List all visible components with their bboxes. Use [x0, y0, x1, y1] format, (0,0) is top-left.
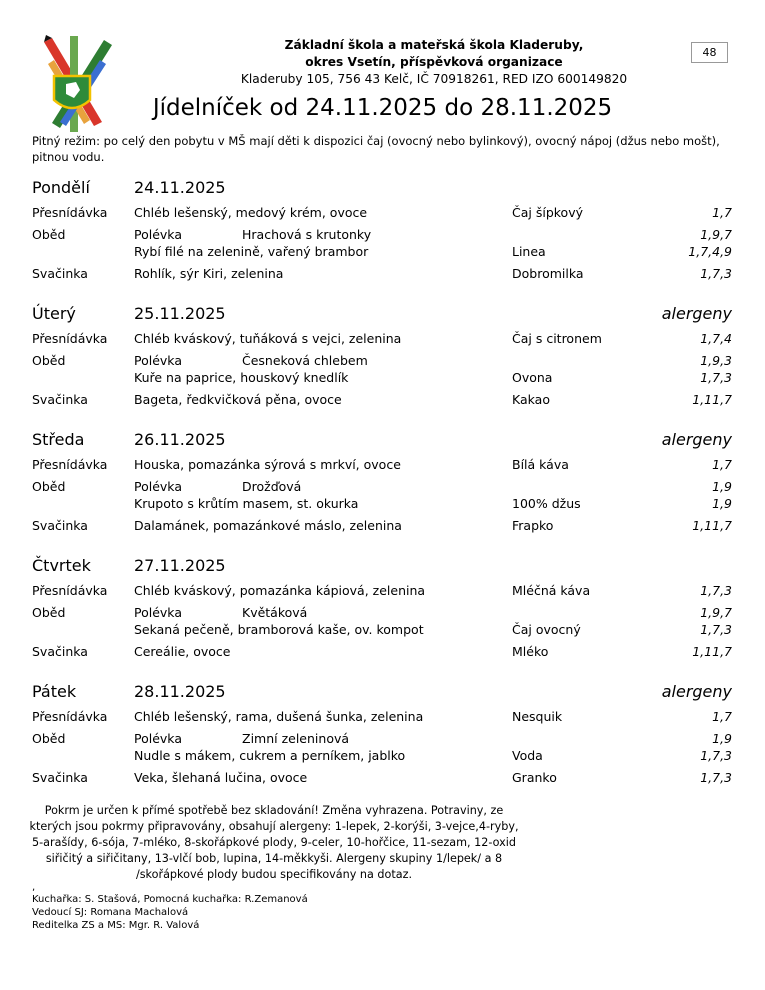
- allergen-codes: 1,11,7: [692, 644, 732, 659]
- drink-text: Bílá káva: [512, 457, 569, 472]
- allergen-codes: 1,7,3: [700, 266, 732, 281]
- soup-text: Květáková: [242, 605, 308, 620]
- meal-label: Svačinka: [32, 518, 88, 533]
- main-course-row: [0, 370, 765, 388]
- allergen-codes: 1,7,3: [700, 770, 732, 785]
- meal-label: Svačinka: [32, 770, 88, 785]
- allergen-codes: 1,9: [712, 496, 732, 511]
- meal-label: Přesnídávka: [32, 709, 108, 724]
- school-name-line1: Základní škola a mateřská škola Kladeruby,: [284, 38, 584, 52]
- page-number: 48: [691, 42, 728, 63]
- drink-text: Mléčná káva: [512, 583, 591, 598]
- snack-pm-row: [0, 644, 765, 662]
- main-course-row: [0, 496, 765, 514]
- allergen-codes: 1,7: [712, 205, 732, 220]
- meal-text: Houska, pomazánka sýrová s mrkví, ovoce: [134, 457, 401, 472]
- meal-text: Sekaná pečeně, bramborová kaše, ov. kompot: [134, 622, 424, 637]
- footer-mark: ,: [32, 882, 36, 893]
- day-date: 24.11.2025: [134, 178, 226, 197]
- soup-text: Česneková chlebem: [242, 353, 368, 368]
- meal-text: Veka, šlehaná lučina, ovoce: [134, 770, 308, 785]
- meal-text: Dalamánek, pomazánkové máslo, zelenina: [134, 518, 402, 533]
- day-name: Pátek: [32, 682, 77, 701]
- main-course-row: [0, 244, 765, 262]
- snack-am-row: [0, 583, 765, 601]
- soup-label: Polévka: [134, 479, 182, 494]
- allergen-codes: 1,7,3: [700, 748, 732, 763]
- director-line: Reditelka ZS a MS: Mgr. R. Valová: [32, 920, 200, 931]
- page-title: Jídelníček od 24.11.2025 do 28.11.2025: [152, 95, 613, 121]
- drink-text: Čaj šípkový: [512, 205, 583, 220]
- allergens-header: alergeny: [661, 682, 732, 701]
- allergen-codes: 1,7,3: [700, 370, 732, 385]
- meal-text: Chléb kváskový, tuňáková s vejci, zelenina: [134, 331, 402, 346]
- soup-row: [0, 353, 765, 371]
- meal-label: Přesnídávka: [32, 205, 108, 220]
- drink-text: Nesquik: [512, 709, 563, 724]
- meal-label: Přesnídávka: [32, 583, 108, 598]
- allergen-codes: 1,11,7: [692, 392, 732, 407]
- school-address: Kladeruby 105, 756 43 Kelč, IČ 70918261, RED IZO 600149820: [240, 72, 628, 86]
- drink-text: Granko: [512, 770, 557, 785]
- allergen-codes: 1,7,3: [700, 583, 732, 598]
- soup-label: Polévka: [134, 605, 182, 620]
- meal-text: Nudle s mákem, cukrem a perníkem, jablko: [134, 748, 406, 763]
- soup-text: Zimní zeleninová: [242, 731, 350, 746]
- drink-regime-note: Pitný režim: po celý den pobytu v MŠ mají děti k dispozici čaj (ovocný nebo bylinkový), ovocný nápoj (džus nebo mošt), pitnou vodu.: [32, 134, 720, 164]
- snack-am-row: [0, 331, 765, 349]
- allergen-codes: 1,7,4: [700, 331, 732, 346]
- meal-label: Svačinka: [32, 266, 88, 281]
- allergen-note: Pokrm je určen k přímé spotřebě bez skladování! Změna vyhrazena. Potraviny, ze kterých jsou pokrmy připravovány, obsahují alergeny: 1-lepek, 2-korýši, 3-vejce,4-ryby, 5-arašídy, 6-sója, 7-mléko, 8-skořápkové plody, 9-celer, 10-hořčice, 11-sezam, 12-oxid siřičitý a siřičitany, 13-vlčí bob, lupina, 14-měkkyši. Alergeny skupiny 1/lepek/ a 8 /skořápkové plody budou specifikovány na dotaz.: [29, 804, 519, 881]
- snack-am-row: [0, 457, 765, 475]
- soup-label: Polévka: [134, 353, 182, 368]
- allergen-codes: 1,9: [712, 479, 732, 494]
- meal-label: Přesnídávka: [32, 331, 108, 346]
- soup-text: Drožďová: [242, 479, 302, 494]
- manager-line: Vedoucí SJ: Romana Machalová: [32, 907, 189, 918]
- snack-pm-row: [0, 518, 765, 536]
- school-name-line2: okres Vsetín, příspěvková organizace: [305, 55, 563, 69]
- allergens-header: alergeny: [661, 430, 732, 449]
- meal-text: Rybí filé na zelenině, vařený brambor: [134, 244, 369, 259]
- meal-text: Chléb lešenský, rama, dušená šunka, zelenina: [134, 709, 424, 724]
- day-name: Středa: [32, 430, 85, 449]
- drink-text: Kakao: [512, 392, 550, 407]
- day-name: Čtvrtek: [32, 556, 91, 575]
- main-course-row: [0, 748, 765, 766]
- cooks-line: Kuchařka: S. Stašová, Pomocná kuchařka: R.Zemanová: [32, 894, 308, 905]
- day-date: 27.11.2025: [134, 556, 226, 575]
- snack-am-row: [0, 709, 765, 727]
- day-name: Pondělí: [32, 178, 90, 197]
- allergen-codes: 1,9,7: [700, 227, 732, 242]
- drink-text: Dobromilka: [512, 266, 584, 281]
- snack-am-row: [0, 205, 765, 223]
- drink-text: Mléko: [512, 644, 549, 659]
- allergen-codes: 1,9: [712, 731, 732, 746]
- drink-text: Ovona: [512, 370, 553, 385]
- meal-text: Bageta, ředkvičková pěna, ovoce: [134, 392, 342, 407]
- soup-row: [0, 479, 765, 497]
- allergen-codes: 1,7: [712, 457, 732, 472]
- soup-label: Polévka: [134, 731, 182, 746]
- meal-text: Rohlík, sýr Kiri, zelenina: [134, 266, 284, 281]
- meal-label: Svačinka: [32, 392, 88, 407]
- meal-text: Cereálie, ovoce: [134, 644, 231, 659]
- soup-row: [0, 605, 765, 623]
- main-course-row: [0, 622, 765, 640]
- drink-text: Voda: [512, 748, 543, 763]
- meal-text: Krupoto s krůtím masem, st. okurka: [134, 496, 359, 511]
- drink-text: Čaj s citronem: [512, 331, 602, 346]
- meal-label: Oběd: [32, 479, 66, 494]
- day-date: 28.11.2025: [134, 682, 226, 701]
- allergen-codes: 1,7,3: [700, 622, 732, 637]
- meal-label: Přesnídávka: [32, 457, 108, 472]
- meal-label: Oběd: [32, 353, 66, 368]
- snack-pm-row: [0, 266, 765, 284]
- day-name: Úterý: [32, 304, 76, 323]
- snack-pm-row: [0, 770, 765, 788]
- allergen-codes: 1,11,7: [692, 518, 732, 533]
- snack-pm-row: [0, 392, 765, 410]
- day-date: 26.11.2025: [134, 430, 226, 449]
- allergens-header: alergeny: [661, 304, 732, 323]
- meal-label: Oběd: [32, 731, 66, 746]
- allergen-codes: 1,7,4,9: [688, 244, 732, 259]
- soup-row: [0, 731, 765, 749]
- meal-label: Oběd: [32, 605, 66, 620]
- meal-text: Chléb lešenský, medový krém, ovoce: [134, 205, 368, 220]
- drink-text: 100% džus: [512, 496, 581, 511]
- allergen-codes: 1,7: [712, 709, 732, 724]
- allergen-codes: 1,9,7: [700, 605, 732, 620]
- day-date: 25.11.2025: [134, 304, 226, 323]
- soup-text: Hrachová s krutonky: [242, 227, 372, 242]
- allergen-codes: 1,9,3: [700, 353, 732, 368]
- drink-text: Linea: [512, 244, 546, 259]
- meal-text: Chléb kváskový, pomazánka kápiová, zelenina: [134, 583, 426, 598]
- drink-text: Čaj ovocný: [512, 622, 581, 637]
- soup-row: [0, 227, 765, 245]
- soup-label: Polévka: [134, 227, 182, 242]
- meal-label: Svačinka: [32, 644, 88, 659]
- meal-text: Kuře na paprice, houskový knedlík: [134, 370, 349, 385]
- meal-label: Oběd: [32, 227, 66, 242]
- drink-text: Frapko: [512, 518, 554, 533]
